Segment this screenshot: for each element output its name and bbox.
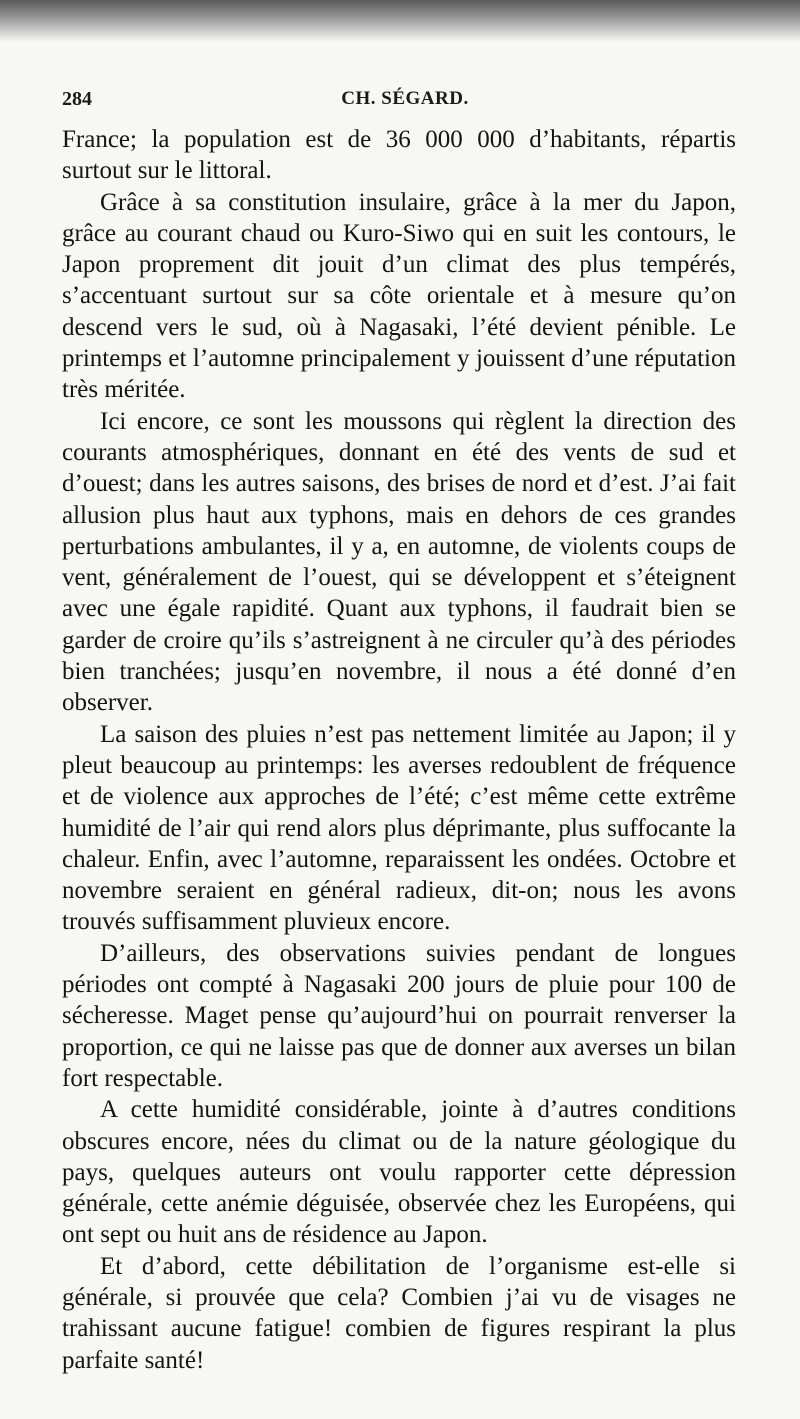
paragraph-3: Ici encore, ce sont les moussons qui règlent la direction des courants atmosphériques, donnant en été des vents de sud et d’ouest; dans les autres saisons, des brises de nord et d’est. J’ai fait allusion plus haut aux typhons, mais en dehors de ces grandes perturbations ambulantes, il y a, en automne, de violents coups de vent, généralement de l’ouest, qui se développent et s’éteignent avec une égale rapidité. Quant aux typhons, il faudrait bien se garder de croire qu’ils s’astreignent à ne circuler qu’à des périodes bien tranchées; jusqu’en novembre, il nous a été donné d’en observer. xyxy=(62,407,736,717)
scan-edge-shadow xyxy=(0,0,800,42)
body-text xyxy=(62,124,736,1376)
running-head xyxy=(62,88,738,116)
running-title: CH. SÉGARD. xyxy=(341,88,469,109)
paragraph-7: Et d’abord, cette débilitation de l’organisme est-elle si générale, si prouvée que cela? Combien j’ai vu de visages ne trahissant aucune fatigue! combien de figures respirant la plus parfaite santé! xyxy=(62,1252,736,1374)
paragraph-5: D’ailleurs, des observations suivies pendant de longues périodes ont compté à Nagasaki 200 jours de pluie pour 100 de sécheresse. Maget pense qu’aujourd’hui on pourrait renverser la proportion, ce qui ne laisse pas que de donner aux averses un bilan fort respectable. xyxy=(62,939,736,1092)
paragraph-4: La saison des pluies n’est pas nettement limitée au Japon; il y pleut beaucoup au printemps: les averses redoublent de fréquence et de violence aux approches de l’été; c’est même cette extrême humidité de l’air qui rend alors plus déprimante, plus suffocante la chaleur. Enfin, avec l’automne, reparaissent les ondées. Octobre et novembre seraient en général radieux, dit-on; nous les avons trouvés suffisamment pluvieux encore. xyxy=(62,720,736,936)
paragraph-2: Grâce à sa constitution insulaire, grâce à la mer du Japon, grâce au courant chaud ou Kuro-Siwo qui en suit les contours, le Japon proprement dit jouit d’un climat des plus tempérés, s’accentuant surtout sur sa côte orientale et à mesure qu’on descend vers le sud, où à Nagasaki, l’été devient pénible. Le printemps et l’automne principalement y jouissent d’une réputation très méritée. xyxy=(62,188,736,404)
paragraph-1: France; la population est de 36 000 000 d’habitants, répartis surtout sur le littoral. xyxy=(62,126,736,185)
page-number: 284 xyxy=(62,88,92,110)
paragraph-6: A cette humidité considérable, jointe à d’autres conditions obscures encore, nées du climat ou de la nature géologique du pays, quelques auteurs ont voulu rapporter cette dépression générale, cette anémie déguisée, observée chez les Européens, qui ont sept ou huit ans de résidence au Japon. xyxy=(62,1096,736,1249)
